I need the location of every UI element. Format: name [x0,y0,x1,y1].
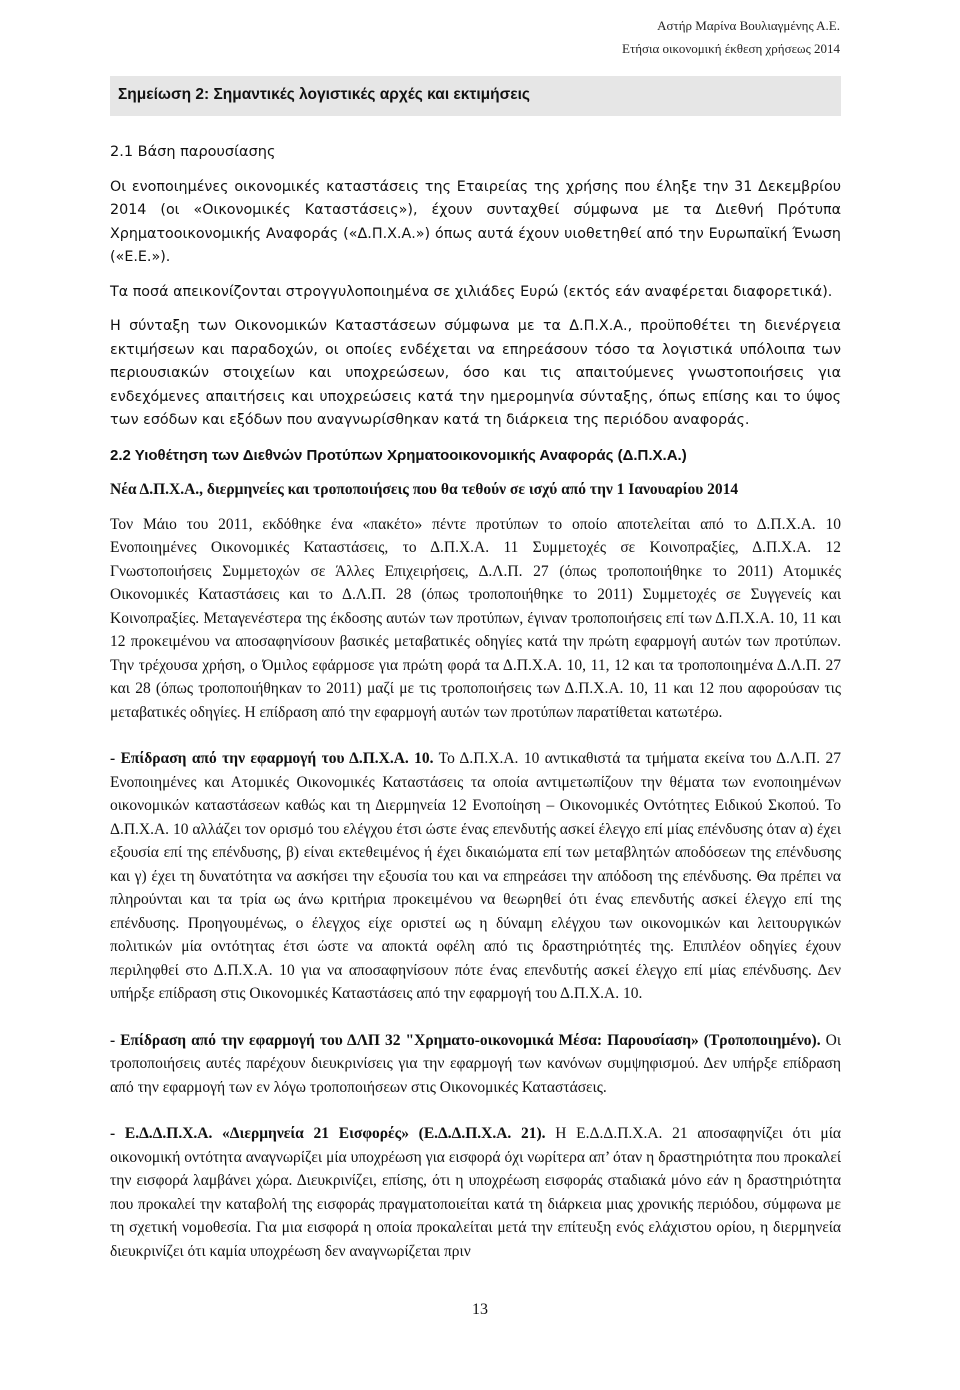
ias32-impact-text: Οι τροποποιήσεις αυτές παρέχουν διευκρινίσεις για την εφαρμογή των κανόνων συμψηφισμού. Δεν υπήρξε επίδραση από την εφαρμογή των εν λόγω τροποποιήσεων στις Οικονομικές Καταστάσεις. [110,1031,841,1096]
ias32-impact-paragraph [110,1029,841,1100]
section-2-2-subheading: Νέα Δ.Π.Χ.Α., διερμηνείες και τροποποιήσεις που θα τεθούν σε ισχύ από την 1 Ιανουαρίου 2014 [110,481,739,498]
note-title: Σημείωση 2: Σημαντικές λογιστικές αρχές και εκτιμήσεις [118,86,530,103]
ifrs10-impact-title: - Επίδραση από την εφαρμογή του Δ.Π.Χ.Α. 10. [110,750,434,767]
section-2-1-paragraph-2: Τα ποσά απεικονίζονται στρογγυλοποιημένα σε χιλιάδες Ευρώ (εκτός εάν αναφέρεται διαφορετικά). [110,283,833,300]
page-header [622,14,840,60]
section-2-2-heading: 2.2 Υιοθέτηση των Διεθνών Προτύπων Χρηματοοικονομικής Αναφοράς (Δ.Π.Χ.Α.) [110,446,687,464]
header-report: Ετήσια οικονομική έκθεση χρήσεως 2014 [622,41,840,56]
section-2-1-paragraph-3: Η σύνταξη των Οικονομικών Καταστάσεων σύμφωνα με τα Δ.Π.Χ.Α., προϋποθέτει τη διενέργεια εκτιμήσεων και παραδοχών, οι οποίες ενδέχεται να επηρεάσουν τόσο τα λογιστικά υπόλοιπα των περιουσιακών στοιχείων και υποχρεώσεων, όσο και τις απαιτούμενες γνωστοποιήσεις για ενδεχόμενες απαιτήσεις και υποχρεώσεις κατά την ημερομηνία σύνταξης, όπως επίσης και το ύψος των εσόδων και εξόδων που αναγνωρίσθηκαν κατά τη διάρκεια της περιόδου αναφοράς. [110,318,841,428]
ifric21-title: - Ε.Δ.Δ.Π.Χ.Α. «Διερμηνεία 21 Εισφορές» (Ε.Δ.Δ.Π.Χ.Α. 21). [110,1125,546,1142]
section-2-1-paragraph-1: Οι ενοποιημένες οικονομικές καταστάσεις της Εταιρείας της χρήσης που έληξε την 31 Δεκεμβρίου 2014 (οι «Οικονομικές Καταστάσεις»), έχουν συνταχθεί σύμφωνα με τα Διεθνή Πρότυπα Χρηματοοικονομικής Αναφοράς («Δ.Π.Χ.Α.») όπως αυτά έχουν υιοθετηθεί από την Ευρωπαϊκή Ένωση («Ε.Ε.»). [110,178,841,265]
ifrs10-impact-paragraph [110,747,841,1006]
ias32-impact-title: - Επίδραση από την εφαρμογή του ΔΛΠ 32 "Χρηματο-οικονομικά Μέσα: Παρουσίαση» (Τροποποιημένο). [110,1031,821,1049]
note-title-bar [110,76,841,116]
document-body [110,141,841,1274]
ifric21-text: Η Ε.Δ.Δ.Π.Χ.Α. 21 αποσαφηνίζει ότι μία οικονομική οντότητα αναγνωρίζει μία υποχρέωση για εισφορά όχι νωρίτερα απ’ όταν η δραστηριότητα που προκαλεί την εισφορά λαμβάνει χώρα. Διευκρινίζει, επίσης, ότι η υποχρέωση εισφοράς σταδιακά μόνο εάν η δραστηριότητα που προκαλεί την καταβολή της εισφοράς πραγματοποιείται κατά τη διάρκεια μιας χρονικής περιόδου, σύμφωνα με τη σχετική νομοθεσία. Για μια εισφορά η οποία προκαλείται μετά την επίτευξη ενός ελάχιστου ορίου, η διερμηνεία διευκρινίζει ότι καμία υποχρέωση δεν αναγνωρίζεται πριν [110,1125,841,1260]
section-2-2-paragraph-1: Τον Μάιο του 2011, εκδόθηκε ένα «πακέτο» πέντε προτύπων το οποίο αποτελείται από το Δ.Π.Χ.Α. 10 Ενοποιημένες Οικονομικές Καταστάσεις, το Δ.Π.Χ.Α. 11 Συμμετοχές σε Κοινοπραξίες, Δ.Π.Χ.Α. 12 Γνωστοποιήσεις Συμμετοχών σε Άλλες Επιχειρήσεις, Δ.Λ.Π. 27 (όπως τροποποιήθηκε το 2011) Ατομικές Οικονομικές Καταστάσεις και το Δ.Λ.Π. 28 (όπως τροποποιήθηκε το 2011) Συμμετοχές σε Συγγενείς και Κοινοπραξίες. Μεταγενέστερα της έκδοσης αυτών των προτύπων, έγιναν τροποποιήσεις επί των Δ.Π.Χ.Α. 10, 11 και 12 προκειμένου να αποσαφηνίσουν βασικές μεταβατικές οδηγίες κατά την πρώτη εφαρμογή αυτών των προτύπων. Την τρέχουσα χρήση, ο Όμιλος εφάρμοσε για πρώτη φορά τα Δ.Π.Χ.Α. 10, 11, 12 και τα τροποποιημένα Δ.Λ.Π. 27 και 28 (όπως τροποποιήθηκαν το 2011) μαζί με τις τροποποιήσεις των Δ.Π.Χ.Α. 10, 11 και 12 που αφορούσαν τις μεταβατικές οδηγίες. Η επίδραση από την εφαρμογή αυτών των προτύπων παρατίθεται κατωτέρω. [110,515,841,721]
header-company: Αστήρ Μαρίνα Βουλιαγμένης Α.Ε. [657,18,840,33]
ifric21-paragraph [110,1122,841,1263]
page-number: 13 [472,1301,488,1318]
ifrs10-impact-text: Το Δ.Π.Χ.Α. 10 αντικαθιστά τα τμήματα εκείνα του Δ.Λ.Π. 27 Ενοποιημένες και Ατομικές Οικονομικές Καταστάσεις τα οποία αντιμετωπίζουν την θέματα των ενοποιημένων οικονομικών καταστάσεων καθώς και τη Διερμηνεία 12 Ενοποίηση – Οικονομικές Οντότητες Ειδικού Σκοπού. Το Δ.Π.Χ.Α. 10 αλλάζει τον ορισμό του ελέγχου έτσι ώστε ένας επενδυτής ασκεί έλεγχο επί μίας επένδυσης όταν α) έχει εξουσία επί της επένδυσης, β) είναι εκτεθειμένος ή έχει δικαιώματα επί των μεταβλητών αποδόσεων της επένδυσης και γ) έχει τη δυνατότητα να ασκήσει την εξουσία του και να επηρεάσει την απόδοση της επένδυσης. Θα πρέπει να πληρούνται και τα τρία ως άνω κριτήρια προκειμένου να θεωρηθεί ότι ένας επενδυτής ασκεί έλεγχο επί της επένδυσης. Προηγουμένως, ο έλεγχος είχε οριστεί ως η δύναμη ελέγχου των οικονομικών και λειτουργικών πολιτικών μία οντότητας έτσι ώστε να αποκτά οφέλη από τις δραστηριότητές της. Επιπλέον οδηγίες έχουν περιληφθεί στο Δ.Π.Χ.Α. 10 για να αποσαφηνίσουν πότε ένας επενδυτής ασκεί έλεγχο επί μίας επένδυσης. Δεν υπήρξε επίδραση στις Οικονομικές Καταστάσεις από την εφαρμογή του Δ.Π.Χ.Α. 10. [110,750,841,1002]
section-2-1-heading: 2.1 Βάση παρουσίασης [110,144,276,160]
